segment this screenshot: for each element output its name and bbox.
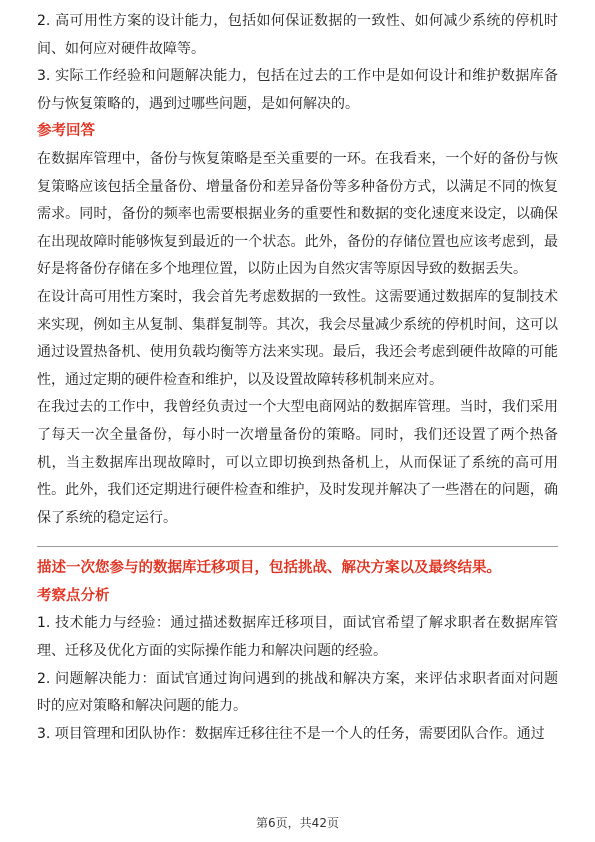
answer-heading: 参考回答 [37, 123, 95, 140]
analysis-point-3: 3. 项目管理和团队协作：数据库迁移往往不是一个人的任务，需要团队合作。通过 [37, 725, 545, 742]
question-title: 描述一次您参与的数据库迁移项目，包括挑战、解决方案以及最终结果。 [37, 560, 501, 577]
top-point-2: 2. 高可用性方案的设计能力，包括如何保证数据的一致性、如何减少系统的停机时间、如何应对硬件故障等。 [37, 13, 558, 57]
answer-paragraph-2: 在设计高可用性方案时，我会首先考虑数据的一致性。这需要通过数据库的复制技术来实现，例如主从复制、集群复制等。其次，我会尽量减少系统的停机时间，这可以通过设置热备机、使用负载均衡等方法来实现。最后，我还会考虑到硬件故障的可能性，通过定期的硬件检查和维护，以及设置故障转移机制来应对。 [37, 288, 558, 388]
top-point-3: 3. 实际工作经验和问题解决能力，包括在过去的工作中是如何设计和维护数据库备份与恢复策略的，遇到过哪些问题，是如何解决的。 [37, 68, 558, 112]
page-footer: 第6页，共42页 [256, 816, 339, 830]
answer-paragraph-1: 在数据库管理中，备份与恢复策略是至关重要的一环。在我看来，一个好的备份与恢复策略应该包括全量备份、增量备份和差异备份等多种备份方式，以满足不同的恢复需求。同时，备份的频率也需要根据业务的重要性和数据的变化速度来设定，以确保在出现故障时能够恢复到最近的一个状态。此外，备份的存储位置也应该考虑到，最好是将备份存储在多个地理位置，以防止因为自然灾害等原因导致的数据丢失。 [37, 150, 558, 278]
analysis-point-2: 2. 问题解决能力：面试官通过询问遇到的挑战和解决方案，来评估求职者面对问题时的应对策略和解决问题的能力。 [37, 670, 558, 715]
analysis-heading: 考察点分析 [37, 587, 110, 604]
answer-paragraph-3: 在我过去的工作中，我曾经负责过一个大型电商网站的数据库管理。当时，我们采用了每天一次全量备份，每小时一次增量备份的策略。同时，我们还设置了两个热备机，当主数据库出现故障时，可以立即切换到热备机上，从而保证了系统的高可用性。此外，我们还定期进行硬件检查和维护，及时发现并解决了一些潜在的问题，确保了系统的稳定运行。 [37, 399, 558, 526]
section-divider [37, 546, 558, 547]
analysis-point-1: 1. 技术能力与经验：通过描述数据库迁移项目，面试官希望了解求职者在数据库管理、迁移及优化方面的实际操作能力和解决问题的经验。 [37, 615, 558, 660]
page-content [37, 8, 558, 748]
